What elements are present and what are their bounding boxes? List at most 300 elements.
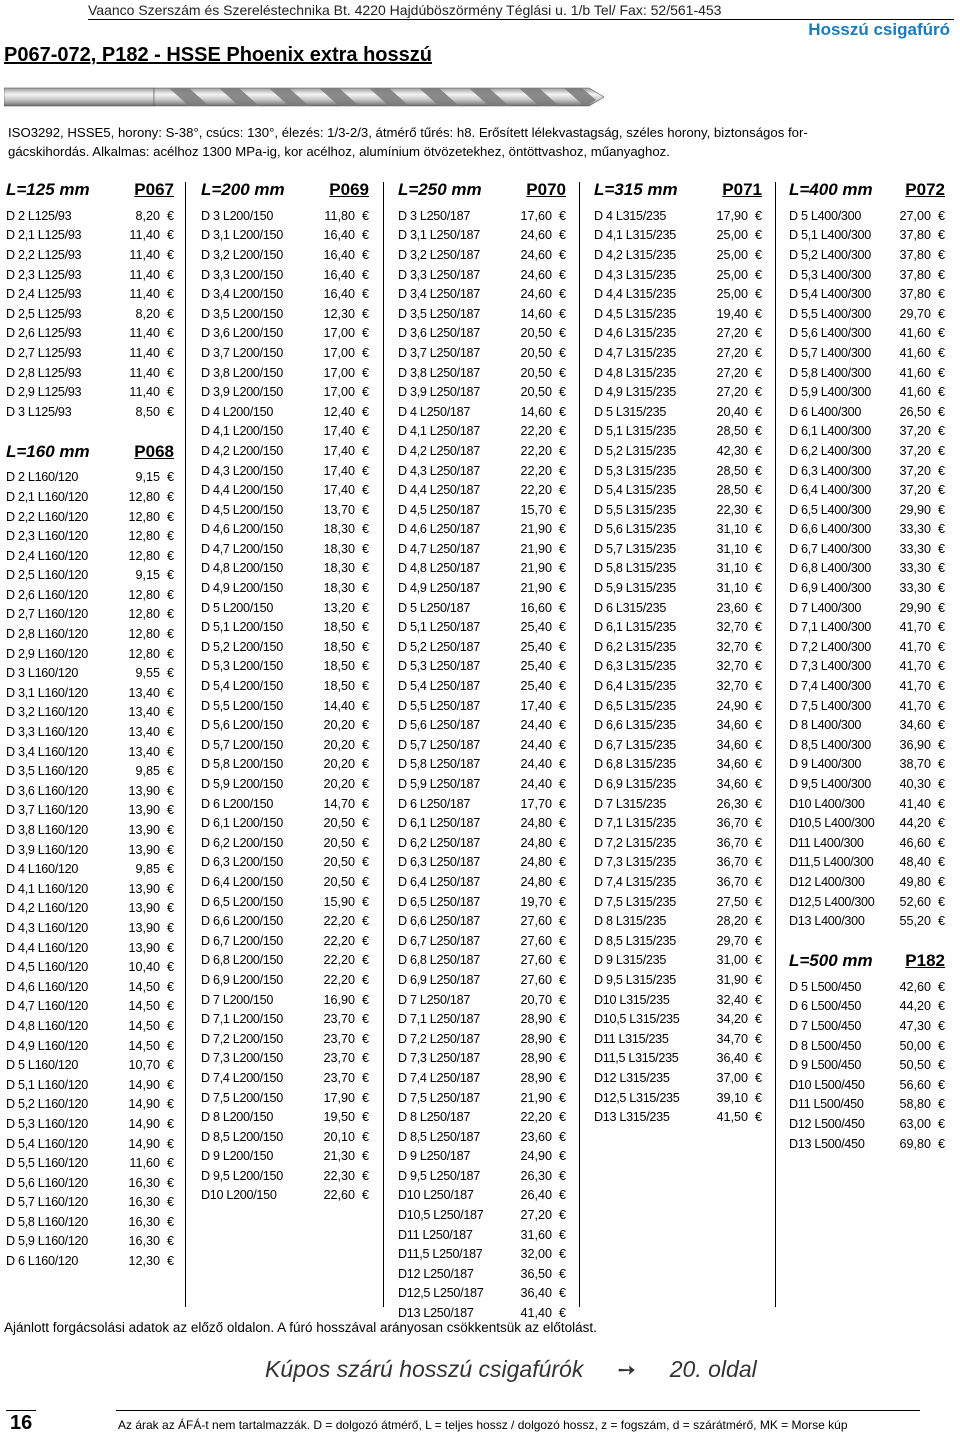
item-spec: D 6,4 L315/235: [594, 679, 676, 694]
price-row: [201, 1049, 369, 1069]
price-row: [789, 892, 945, 912]
item-spec: D 6 L315/235: [594, 600, 667, 615]
item-price: 18,30: [323, 541, 355, 556]
currency-symbol: €: [166, 509, 174, 524]
price-row: [789, 324, 945, 344]
item-price: 22,20: [323, 914, 355, 929]
item-spec: D 7,3 L315/235: [594, 855, 676, 870]
currency-symbol: €: [361, 1129, 369, 1144]
currency-symbol: €: [361, 1031, 369, 1046]
price-row: [594, 206, 762, 226]
item-spec: D 6,7 L250/187: [398, 933, 480, 948]
item-spec: D 3,6 L200/150: [201, 326, 283, 341]
price-row: [201, 539, 369, 559]
price-row: [6, 644, 174, 664]
item-spec: D 5,2 L200/150: [201, 639, 283, 654]
item-price: 12,80: [128, 489, 160, 504]
price-row: [201, 715, 369, 735]
item-spec: D 7 L400/300: [789, 600, 862, 615]
price-row: [789, 1055, 945, 1075]
currency-symbol: €: [361, 228, 369, 243]
item-price: 37,20: [899, 443, 931, 458]
item-spec: D 5 L315/235: [594, 404, 667, 419]
item-spec: D 9,5 L200/150: [201, 1168, 283, 1183]
item-spec: D11,5 L250/187: [398, 1247, 483, 1262]
item-price: 11,40: [129, 247, 160, 262]
item-price: 37,80: [899, 287, 931, 302]
currency-symbol: €: [754, 385, 762, 400]
item-price: 31,00: [716, 953, 748, 968]
currency-symbol: €: [937, 1018, 945, 1033]
price-row: [201, 265, 369, 285]
item-spec: D 5,3 L400/300: [789, 267, 871, 282]
item-spec: D 6,6 L250/187: [398, 914, 480, 929]
currency-symbol: €: [937, 757, 945, 772]
item-price: 44,20: [899, 816, 931, 831]
price-row: [6, 284, 174, 304]
item-price: 41,60: [899, 385, 931, 400]
item-price: 44,20: [899, 999, 931, 1014]
currency-symbol: €: [937, 443, 945, 458]
item-spec: D 3,2 L200/150: [201, 247, 283, 262]
price-row: [789, 1134, 945, 1154]
item-price: 27,00: [899, 208, 931, 223]
price-row: [6, 801, 174, 821]
item-spec: D 2,6 L125/93: [6, 326, 82, 341]
item-spec: D 7,3 L250/187: [398, 1051, 480, 1066]
item-spec: D 5,7 L250/187: [398, 737, 480, 752]
currency-symbol: €: [754, 992, 762, 1007]
item-spec: D 5,3 L315/235: [594, 463, 676, 478]
item-price: 49,80: [899, 874, 931, 889]
currency-symbol: €: [361, 483, 369, 498]
item-spec: D 9 L400/300: [789, 757, 862, 772]
section-code: P182: [905, 950, 945, 970]
item-spec: D12 L315/235: [594, 1070, 670, 1085]
currency-symbol: €: [361, 1149, 369, 1164]
currency-symbol: €: [754, 247, 762, 262]
price-row: [789, 696, 945, 716]
item-price: 41,70: [899, 698, 931, 713]
currency-symbol: €: [937, 208, 945, 223]
item-spec: D 6,3 L250/187: [398, 855, 480, 870]
price-row: [6, 840, 174, 860]
item-spec: D 6,3 L315/235: [594, 659, 676, 674]
item-spec: D 6,2 L315/235: [594, 639, 676, 654]
item-price: 41,40: [899, 796, 931, 811]
currency-symbol: €: [754, 796, 762, 811]
item-price: 32,00: [520, 1247, 552, 1262]
item-spec: D 5,3 L200/150: [201, 659, 283, 674]
item-price: 25,40: [520, 639, 552, 654]
item-price: 41,70: [899, 620, 931, 635]
price-row: [594, 382, 762, 402]
currency-symbol: €: [754, 894, 762, 909]
price-row: [398, 1029, 566, 1049]
price-row: [398, 520, 566, 540]
item-price: 13,90: [128, 803, 160, 818]
price-row: [398, 735, 566, 755]
item-spec: D 5,3 L250/187: [398, 659, 480, 674]
item-price: 13,40: [128, 725, 160, 740]
item-price: 36,70: [716, 874, 748, 889]
item-price: 37,80: [899, 247, 931, 262]
currency-symbol: €: [166, 1195, 174, 1210]
crossref-page: 20. oldal: [669, 1356, 757, 1382]
item-price: 14,90: [128, 1116, 160, 1131]
currency-symbol: €: [361, 972, 369, 987]
item-spec: D 3,9 L160/120: [6, 842, 88, 857]
item-price: 20,50: [323, 855, 355, 870]
price-row: [398, 500, 566, 520]
item-price: 25,00: [716, 267, 748, 282]
price-row: [6, 507, 174, 527]
price-row: [201, 696, 369, 716]
item-spec: D 7,4 L200/150: [201, 1070, 283, 1085]
currency-symbol: €: [361, 1110, 369, 1125]
currency-symbol: €: [166, 470, 174, 485]
item-price: 41,70: [899, 679, 931, 694]
currency-symbol: €: [937, 796, 945, 811]
section-header: [789, 951, 945, 975]
price-row: [594, 892, 762, 912]
currency-symbol: €: [558, 992, 566, 1007]
price-row: [201, 872, 369, 892]
item-price: 22,20: [323, 933, 355, 948]
item-spec: D 5,1 L200/150: [201, 620, 283, 635]
currency-symbol: €: [361, 1070, 369, 1085]
item-price: 8,20: [135, 306, 160, 321]
item-price: 22,20: [520, 1110, 552, 1125]
currency-symbol: €: [754, 502, 762, 517]
item-spec: D 4,7 L160/120: [6, 999, 88, 1014]
item-price: 31,10: [716, 541, 748, 556]
item-spec: D 9 L315/235: [594, 953, 667, 968]
price-row: [6, 1251, 174, 1271]
currency-symbol: €: [166, 1234, 174, 1249]
item-price: 28,50: [716, 463, 748, 478]
item-price: 27,60: [520, 933, 552, 948]
item-spec: D 5,9 L160/120: [6, 1234, 88, 1249]
item-spec: D 3,3 L160/120: [6, 725, 88, 740]
crossref-link[interactable]: [265, 1356, 757, 1383]
item-price: 14,60: [520, 404, 552, 419]
item-price: 27,60: [520, 953, 552, 968]
price-row: [789, 637, 945, 657]
currency-symbol: €: [166, 783, 174, 798]
item-spec: D 6,6 L315/235: [594, 718, 676, 733]
section-length: L=125 mm: [6, 180, 90, 199]
item-price: 23,70: [323, 1070, 355, 1085]
currency-symbol: €: [937, 502, 945, 517]
item-spec: D 6,2 L400/300: [789, 443, 871, 458]
currency-symbol: €: [754, 581, 762, 596]
item-spec: D 4,8 L315/235: [594, 365, 676, 380]
currency-symbol: €: [166, 385, 174, 400]
item-spec: D 6 L200/150: [201, 796, 274, 811]
price-row: [201, 226, 369, 246]
price-row: [789, 676, 945, 696]
price-row: [789, 206, 945, 226]
item-price: 11,40: [129, 385, 160, 400]
price-column: [398, 180, 566, 1323]
item-price: 50,00: [899, 1038, 931, 1053]
currency-symbol: €: [937, 698, 945, 713]
price-row: [789, 657, 945, 677]
currency-symbol: €: [754, 1090, 762, 1105]
price-row: [398, 637, 566, 657]
price-row: [398, 813, 566, 833]
price-row: [594, 794, 762, 814]
price-row: [398, 892, 566, 912]
currency-symbol: €: [361, 835, 369, 850]
item-price: 41,70: [899, 659, 931, 674]
currency-symbol: €: [166, 979, 174, 994]
item-price: 39,10: [716, 1090, 748, 1105]
price-row: [201, 1107, 369, 1127]
section-header: [398, 180, 566, 204]
item-price: 27,20: [716, 385, 748, 400]
price-row: [201, 1088, 369, 1108]
item-price: 11,60: [129, 1156, 160, 1171]
item-price: 19,40: [716, 306, 748, 321]
column-divider: [185, 182, 186, 1307]
currency-symbol: €: [937, 777, 945, 792]
currency-symbol: €: [754, 874, 762, 889]
price-row: [594, 1107, 762, 1127]
item-spec: D 5,7 L315/235: [594, 541, 676, 556]
item-price: 32,70: [716, 639, 748, 654]
item-price: 34,60: [716, 718, 748, 733]
currency-symbol: €: [361, 620, 369, 635]
item-price: 24,80: [520, 816, 552, 831]
item-spec: D 8,5 L250/187: [398, 1129, 480, 1144]
item-spec: D 6,9 L400/300: [789, 581, 871, 596]
price-row: [594, 951, 762, 971]
item-price: 12,30: [128, 1254, 160, 1269]
currency-symbol: €: [361, 600, 369, 615]
price-row: [6, 624, 174, 644]
item-spec: D 6,5 L400/300: [789, 502, 871, 517]
page-number: 16: [10, 1412, 33, 1434]
price-row: [398, 1186, 566, 1206]
price-row: [6, 605, 174, 625]
item-spec: D 7,3 L200/150: [201, 1051, 283, 1066]
item-spec: D12 L250/187: [398, 1266, 474, 1281]
item-price: 40,30: [899, 777, 931, 792]
currency-symbol: €: [558, 679, 566, 694]
item-price: 12,80: [128, 548, 160, 563]
price-row: [6, 206, 174, 226]
item-spec: D 4,4 L315/235: [594, 287, 676, 302]
item-price: 20,20: [323, 718, 355, 733]
currency-symbol: €: [937, 365, 945, 380]
item-spec: D10 L250/187: [398, 1188, 474, 1203]
item-price: 33,30: [899, 541, 931, 556]
price-row: [201, 853, 369, 873]
price-row: [594, 872, 762, 892]
item-price: 17,40: [323, 463, 355, 478]
item-price: 11,40: [129, 267, 160, 282]
item-price: 25,00: [716, 228, 748, 243]
item-price: 21,90: [520, 561, 552, 576]
item-price: 20,50: [323, 874, 355, 889]
item-price: 28,90: [520, 1031, 552, 1046]
currency-symbol: €: [361, 404, 369, 419]
item-spec: D12 L500/450: [789, 1116, 865, 1131]
price-section: [594, 180, 762, 1127]
item-price: 16,40: [323, 287, 355, 302]
item-spec: D 6,7 L200/150: [201, 933, 283, 948]
currency-symbol: €: [166, 1214, 174, 1229]
currency-symbol: €: [558, 953, 566, 968]
currency-symbol: €: [754, 1110, 762, 1125]
price-section: [789, 951, 945, 1153]
item-spec: D 5,8 L315/235: [594, 561, 676, 576]
item-spec: D10 L315/235: [594, 992, 670, 1007]
section-header: [594, 180, 762, 204]
item-spec: D10 L400/300: [789, 796, 865, 811]
currency-symbol: €: [361, 914, 369, 929]
item-spec: D 5,5 L160/120: [6, 1156, 88, 1171]
currency-symbol: €: [937, 1038, 945, 1053]
item-price: 11,40: [129, 326, 160, 341]
price-row: [6, 1134, 174, 1154]
item-price: 17,60: [520, 208, 552, 223]
item-price: 24,40: [520, 777, 552, 792]
item-price: 14,70: [323, 796, 355, 811]
item-price: 42,60: [899, 979, 931, 994]
item-spec: D 4,2 L250/187: [398, 443, 480, 458]
item-spec: D 2,9 L160/120: [6, 646, 88, 661]
item-price: 27,20: [716, 326, 748, 341]
currency-symbol: €: [166, 705, 174, 720]
item-spec: D 7,2 L250/187: [398, 1031, 480, 1046]
item-price: 26,30: [520, 1168, 552, 1183]
item-price: 12,80: [128, 587, 160, 602]
crossref-text: Kúpos szárú hosszú csigafúrók: [265, 1356, 584, 1382]
item-price: 28,20: [716, 914, 748, 929]
price-row: [6, 1193, 174, 1213]
price-row: [594, 637, 762, 657]
currency-symbol: €: [166, 1116, 174, 1131]
item-spec: D 6 L250/187: [398, 796, 471, 811]
item-price: 24,80: [520, 855, 552, 870]
item-price: 41,60: [899, 326, 931, 341]
item-price: 28,90: [520, 1012, 552, 1027]
item-spec: D 3 L125/93: [6, 404, 72, 419]
price-row: [398, 382, 566, 402]
price-row: [201, 480, 369, 500]
item-price: 34,60: [899, 718, 931, 733]
item-price: 13,20: [323, 600, 355, 615]
item-price: 22,20: [323, 972, 355, 987]
item-price: 36,40: [716, 1051, 748, 1066]
price-row: [398, 598, 566, 618]
price-row: [201, 1068, 369, 1088]
currency-symbol: €: [166, 247, 174, 262]
price-row: [6, 585, 174, 605]
currency-symbol: €: [166, 862, 174, 877]
item-price: 27,60: [520, 914, 552, 929]
item-spec: D 2 L160/120: [6, 470, 79, 485]
price-row: [201, 206, 369, 226]
currency-symbol: €: [937, 581, 945, 596]
currency-symbol: €: [166, 529, 174, 544]
item-spec: D 2,2 L160/120: [6, 509, 88, 524]
price-row: [6, 402, 174, 422]
item-spec: D 3 L250/187: [398, 208, 471, 223]
price-row: [398, 1225, 566, 1245]
price-row: [201, 911, 369, 931]
price-row: [398, 441, 566, 461]
item-price: 33,30: [899, 522, 931, 537]
item-price: 33,30: [899, 561, 931, 576]
price-row: [594, 598, 762, 618]
price-row: [398, 1107, 566, 1127]
currency-symbol: €: [937, 874, 945, 889]
item-price: 14,50: [128, 1018, 160, 1033]
item-price: 32,70: [716, 679, 748, 694]
currency-symbol: €: [166, 306, 174, 321]
item-price: 37,20: [899, 463, 931, 478]
price-row: [201, 833, 369, 853]
price-column: [789, 180, 945, 1153]
column-divider: [775, 182, 776, 1307]
currency-symbol: €: [166, 228, 174, 243]
item-spec: D12 L400/300: [789, 874, 865, 889]
price-row: [6, 526, 174, 546]
price-row: [594, 245, 762, 265]
currency-symbol: €: [558, 1306, 566, 1321]
currency-symbol: €: [937, 404, 945, 419]
price-row: [398, 1068, 566, 1088]
price-row: [398, 1147, 566, 1167]
currency-symbol: €: [166, 842, 174, 857]
price-row: [594, 853, 762, 873]
currency-symbol: €: [558, 228, 566, 243]
item-spec: D 6,7 L400/300: [789, 541, 871, 556]
item-spec: D 8 L250/187: [398, 1110, 471, 1125]
currency-symbol: €: [754, 1051, 762, 1066]
item-spec: D 5,3 L160/120: [6, 1116, 88, 1131]
price-row: [594, 1029, 762, 1049]
item-price: 15,70: [520, 502, 552, 517]
item-spec: D 6,1 L250/187: [398, 816, 480, 831]
currency-symbol: €: [937, 620, 945, 635]
item-price: 17,90: [716, 208, 748, 223]
section-length: L=315 mm: [594, 180, 678, 199]
price-row: [594, 226, 762, 246]
currency-symbol: €: [937, 855, 945, 870]
item-spec: D 4,5 L200/150: [201, 502, 283, 517]
price-row: [6, 859, 174, 879]
item-spec: D 4,4 L160/120: [6, 940, 88, 955]
item-price: 41,60: [899, 365, 931, 380]
item-price: 23,70: [323, 1051, 355, 1066]
item-price: 31,10: [716, 522, 748, 537]
price-row: [789, 382, 945, 402]
item-spec: D 5,6 L200/150: [201, 718, 283, 733]
currency-symbol: €: [558, 659, 566, 674]
price-row: [789, 1095, 945, 1115]
item-price: 41,50: [716, 1110, 748, 1125]
price-row: [789, 1036, 945, 1056]
currency-symbol: €: [558, 1129, 566, 1144]
currency-symbol: €: [361, 659, 369, 674]
item-spec: D 8 L315/235: [594, 914, 667, 929]
price-row: [594, 402, 762, 422]
